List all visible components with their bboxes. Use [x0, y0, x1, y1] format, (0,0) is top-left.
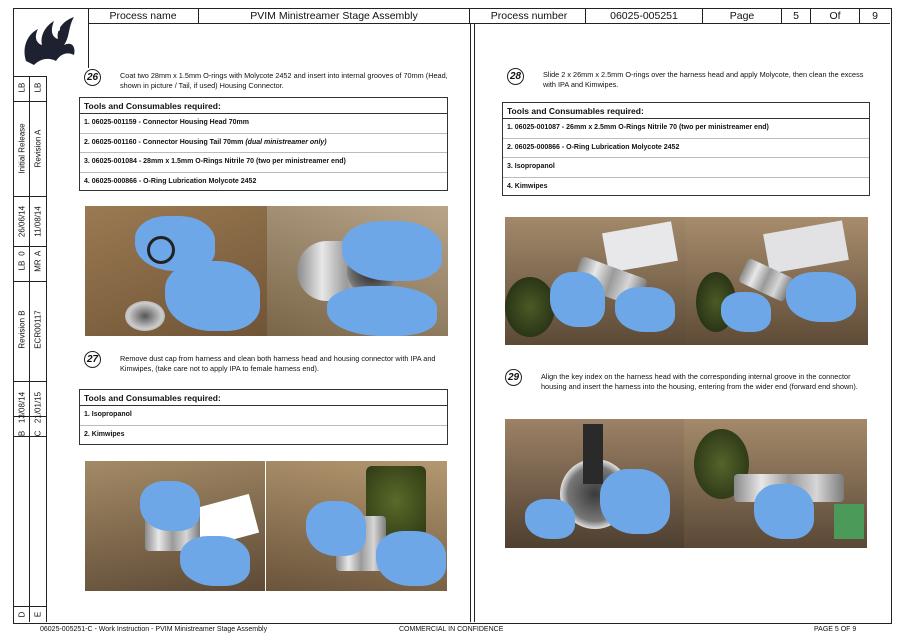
rev-c-code-1: B — [17, 430, 27, 437]
rev-d-code-2: E — [33, 611, 43, 618]
rev-b-code-1: LB — [17, 260, 27, 271]
tool-item: 2. Kimwipes — [84, 430, 125, 438]
step-27-number: 27 — [84, 351, 101, 368]
step-27-instruction: Remove dust cap from harness and clean both harness head and housing connector with IPA and Kimwipes, (take care not to apply IPA to female harness end). — [120, 354, 436, 373]
step-29-photo-right — [684, 419, 867, 548]
rev-a-date-1: 26/06/14 — [17, 205, 27, 238]
rev-b-code-1b: 0 — [17, 251, 27, 256]
tools-title: Tools and Consumables required: — [80, 390, 447, 406]
step-28-tools-box — [502, 102, 870, 196]
tool-item: 3. Isopropanol — [503, 158, 869, 178]
page-current: 5 — [782, 9, 811, 23]
rev-a-desc: Initial Release — [17, 123, 27, 174]
phoenix-logo-icon — [18, 11, 80, 67]
rev-c-date-2: 21/01/15 — [33, 391, 43, 424]
rev-a-by-1: LB — [17, 82, 27, 93]
tool-item: 4. Kimwipes — [507, 182, 548, 190]
step-26-instruction: Coat two 28mm x 1.5mm O-rings with Molycote 2452 and insert into internal grooves of 70mm (Head, shown in picture / Tail, if used) Housing Connector. — [120, 71, 448, 90]
process-name-value: PVIM Ministreamer Stage Assembly — [199, 9, 470, 23]
step-29-number: 29 — [505, 369, 522, 386]
tool-item: 4. 06025-000866 - O-Ring Lubrication Molycote 2452 — [84, 177, 257, 185]
page-label: Page — [703, 9, 782, 23]
rev-b-rev: ECR00117 — [33, 310, 43, 349]
step-28-photo-right — [686, 217, 868, 345]
rev-c-code-2: C — [33, 430, 43, 437]
rev-d-code-1: D — [17, 611, 27, 618]
tool-item: 2. 06025-000866 - O-Ring Lubrication Molycote 2452 — [503, 139, 869, 159]
of-label: Of — [811, 9, 860, 23]
tool-item: 1. Isopropanol — [80, 406, 447, 426]
process-number-value: 06025-005251 — [586, 9, 703, 23]
process-number-label: Process number — [473, 9, 586, 23]
rev-a-date-2: 11/08/14 — [33, 206, 43, 237]
tool-item: 1. 06025-001087 - 26mm x 2.5mm O-Rings Nitrile 70 (two per ministreamer end) — [503, 119, 869, 139]
step-27-photo-right — [266, 461, 447, 591]
step-29-photo-left — [505, 419, 684, 548]
rev-b-code-2b: A — [33, 250, 43, 257]
rev-a-by-2: LB — [33, 82, 43, 93]
rev-c-date-1: 13/08/14 — [17, 391, 27, 424]
tools-title: Tools and Consumables required: — [503, 103, 869, 119]
step-28-photo-left — [505, 217, 686, 345]
tool-item: 1. 06025-001159 - Connector Housing Head 70mm — [80, 114, 447, 134]
step-26-tools-box — [79, 97, 448, 191]
tool-item: 2. 06025-001160 - Connector Housing Tail 70mm (dual ministreamer only) — [80, 134, 447, 154]
step-27-tools-box — [79, 389, 448, 445]
step-28-number: 28 — [507, 68, 524, 85]
step-26-photo-left — [85, 206, 267, 336]
process-name-label: Process name — [88, 9, 199, 23]
page-total: 9 — [872, 10, 878, 22]
tools-title: Tools and Consumables required: — [80, 98, 447, 114]
footer-page-number: PAGE 5 OF 9 — [814, 626, 857, 633]
step-26-photo-right — [267, 206, 448, 336]
step-29-instruction: Align the key index on the harness head with the corresponding internal groove in the connector housing and insert the harness into the housing, entering from the wider end (forward end shown). — [541, 372, 858, 391]
step-27-photo-left — [85, 461, 265, 591]
rev-b-desc: Revision B — [17, 310, 27, 349]
tool-item: 3. 06025-001084 - 28mm x 1.5mm O-Rings Nitrile 70 (two per ministreamer end) — [80, 153, 447, 173]
footer-doc-reference: 06025-005251-C - Work Instruction - PVIM Ministreamer Stage Assembly — [40, 626, 268, 633]
rev-b-code-2: MR — [33, 259, 43, 272]
step-26-number: 26 — [84, 69, 101, 86]
step-28-instruction: Slide 2 x 26mm x 2.5mm O-rings over the harness head and apply Molycote, then clean the excess with IPA and Kimwipes. — [543, 70, 864, 89]
footer-confidentiality: COMMERCIAL IN CONFIDENCE — [399, 626, 504, 633]
header-bottom-line — [88, 23, 890, 24]
column-divider — [470, 23, 475, 622]
rev-a-rev: Revision A — [33, 129, 43, 168]
